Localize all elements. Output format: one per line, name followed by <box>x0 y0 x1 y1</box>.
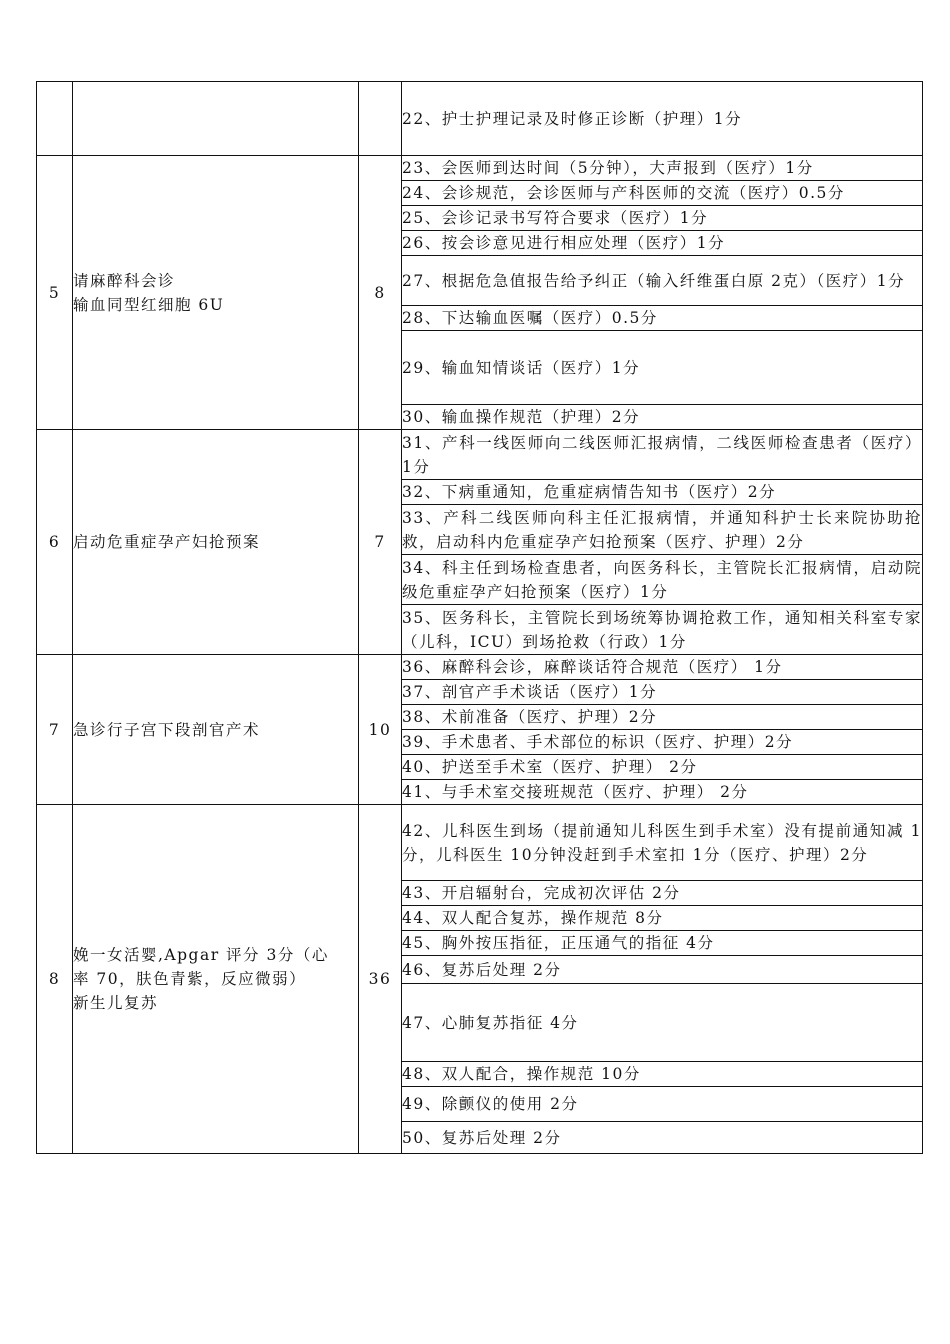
item-points: 7 <box>359 430 402 655</box>
scoring-criterion: 34、科主任到场检查患者，向医务科长，主管院长汇报病情，启动院级危重症孕产妇抢预案（医疗）1分 <box>402 555 923 605</box>
item-description-line: 率 70，肤色青紫，反应微弱） <box>73 970 307 988</box>
scoring-criterion: 36、麻醉科会诊，麻醉谈话符合规范（医疗） 1分 <box>402 655 923 680</box>
item-number: 5 <box>37 156 73 430</box>
item-points: 10 <box>359 655 402 805</box>
scoring-criterion: 33、产科二线医师向科主任汇报病情，并通知科护士长来院协助抢救，启动科内危重症孕产妇抢预案（医疗、护理）2分 <box>402 505 923 555</box>
item-number: 6 <box>37 430 73 655</box>
scoring-criterion: 44、双人配合复苏，操作规范 8分 <box>402 906 923 931</box>
item-description <box>73 430 359 655</box>
scoring-criterion: 50、复苏后处理 2分 <box>402 1122 923 1154</box>
scoring-criterion: 40、护送至手术室（医疗、护理） 2分 <box>402 755 923 780</box>
item-description-line: 请麻醉科会诊 <box>73 271 176 290</box>
item-number <box>37 82 73 156</box>
scoring-criterion: 31、产科一线医师向二线医师汇报病情，二线医师检查患者（医疗）1分 <box>402 430 923 480</box>
item-description-line: 新生儿复苏 <box>73 994 159 1012</box>
scoring-criterion: 29、输血知情谈话（医疗）1分 <box>402 331 923 405</box>
item-description <box>73 156 359 430</box>
table-row <box>37 430 923 480</box>
item-description <box>73 82 359 156</box>
scoring-criterion: 49、除颤仪的使用 2分 <box>402 1087 923 1122</box>
table-row <box>37 805 923 881</box>
table-row <box>37 82 923 156</box>
scoring-criterion: 32、下病重通知，危重症病情告知书（医疗）2分 <box>402 480 923 505</box>
scoring-criterion: 30、输血操作规范（护理）2分 <box>402 405 923 430</box>
scoring-criterion: 39、手术患者、手术部位的标识（医疗、护理）2分 <box>402 730 923 755</box>
scoring-criterion: 41、与手术室交接班规范（医疗、护理） 2分 <box>402 780 923 805</box>
item-description-line: 启动危重症孕产妇抢预案 <box>73 533 261 551</box>
scoring-criterion: 35、医务科长，主管院长到场统筹协调抢救工作，通知相关科室专家（儿科，ICU）到场抢救（行政）1分 <box>402 605 923 655</box>
item-number: 8 <box>37 805 73 1154</box>
scoring-criterion: 27、根据危急值报告给予纠正（输入纤维蛋白原 2克）（医疗）1分 <box>402 256 923 306</box>
scoring-criterion: 45、胸外按压指征，正压通气的指征 4分 <box>402 931 923 956</box>
scoring-criterion: 46、复苏后处理 2分 <box>402 956 923 984</box>
scoring-criterion: 38、术前准备（医疗、护理）2分 <box>402 705 923 730</box>
table-row <box>37 156 923 181</box>
item-description-line: 娩一女活婴,Apgar 评分 3分（心 <box>73 946 329 964</box>
scoring-criterion: 28、下达输血医嘱（医疗）0.5分 <box>402 306 923 331</box>
scoring-criterion: 48、双人配合，操作规范 10分 <box>402 1062 923 1087</box>
score-table-body <box>37 82 923 1154</box>
item-description <box>73 805 359 1154</box>
score-table <box>36 81 923 1154</box>
scoring-criterion: 25、会诊记录书写符合要求（医疗）1分 <box>402 206 923 231</box>
item-description-line: 输血同型红细胞 6U <box>73 295 225 314</box>
item-points: 36 <box>359 805 402 1154</box>
scoring-criterion: 37、剖官产手术谈话（医疗）1分 <box>402 680 923 705</box>
scoring-criterion: 26、按会诊意见进行相应处理（医疗）1分 <box>402 231 923 256</box>
item-points: 8 <box>359 156 402 430</box>
scoring-criterion: 47、心肺复苏指征 4分 <box>402 984 923 1062</box>
scoring-criterion: 43、开启辐射台，完成初次评估 2分 <box>402 881 923 906</box>
scoring-criterion: 23、会医师到达时间（5分钟），大声报到（医疗）1分 <box>402 156 923 181</box>
table-row <box>37 655 923 680</box>
item-points <box>359 82 402 156</box>
item-description-line: 急诊行子宫下段剖官产术 <box>73 720 261 739</box>
scoring-criterion: 42、儿科医生到场（提前通知儿科医生到手术室）没有提前通知减 1分，儿科医生 10分钟没赶到手术室扣 1分（医疗、护理）2分 <box>402 805 923 881</box>
scoring-criterion: 24、会诊规范，会诊医师与产科医师的交流（医疗）0.5分 <box>402 181 923 206</box>
scoring-criterion: 22、护士护理记录及时修正诊断（护理）1分 <box>402 82 923 156</box>
item-description <box>73 655 359 805</box>
item-number: 7 <box>37 655 73 805</box>
